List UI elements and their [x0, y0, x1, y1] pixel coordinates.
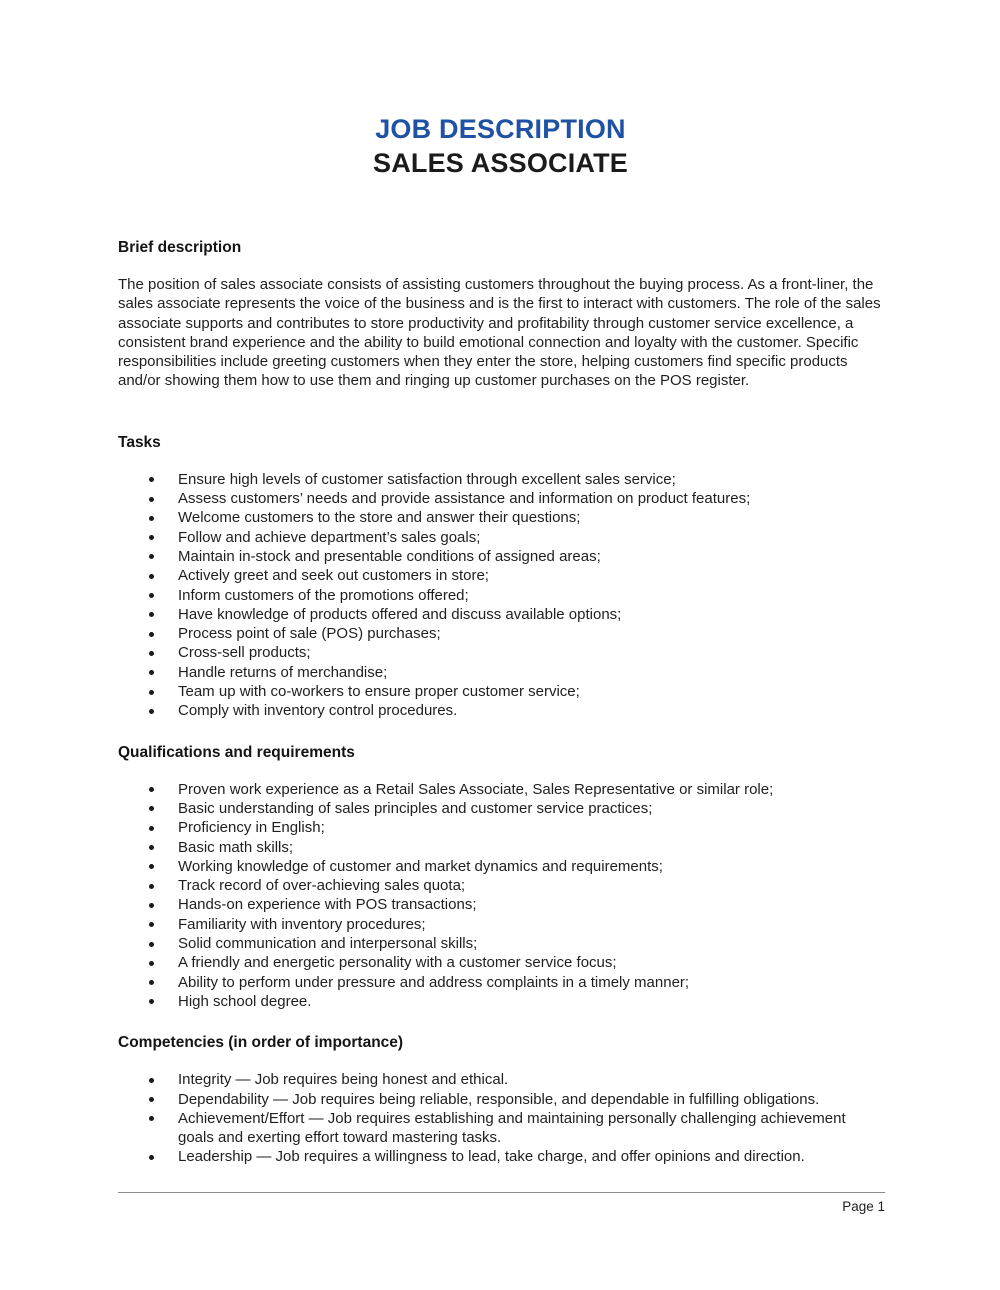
brief-description-paragraph: The position of sales associate consists of assisting customers throughout the buying process. As a front-liner, the sales associate represents the voice of the business and is the first to interact with customers. The role of the sales associate supports and contributes to store productivity and profitability through customer service excellence, a consistent brand experience and the ability to build emotional connection and loyalty with the customer. Specific responsibilities include greeting customers when they enter the store, helping customers find specific products and/or showing them how to use them and ringing up customer purchases on the POS register. — [118, 276, 881, 390]
list-item-text: Inform customers of the promotions offered; — [178, 586, 469, 604]
list-item — [118, 895, 883, 914]
list-item — [118, 682, 883, 701]
list-item-text: Ensure high levels of customer satisfaction through excellent sales service; — [178, 470, 676, 488]
list-item — [118, 876, 883, 895]
list-item — [118, 934, 883, 953]
list-item — [118, 780, 883, 799]
list-item — [118, 1147, 883, 1166]
list-item — [118, 818, 883, 837]
bullet-icon — [149, 922, 154, 927]
bullet-icon — [149, 497, 154, 502]
bullet-icon — [149, 961, 154, 966]
qualifications-list — [118, 780, 883, 1012]
list-item-text: Assess customers’ needs and provide assistance and information on product features; — [178, 490, 751, 508]
list-item-text: Leadership — Job requires a willingness to lead, take charge, and offer opinions and direction. — [178, 1148, 805, 1166]
bullet-icon — [149, 593, 154, 598]
list-item — [118, 992, 883, 1011]
title-block — [118, 112, 883, 180]
list-item — [118, 857, 883, 876]
bullet-icon — [149, 864, 154, 869]
bullet-icon — [149, 806, 154, 811]
bullet-icon — [149, 670, 154, 675]
list-item-text: Welcome customers to the store and answer their questions; — [178, 509, 581, 527]
competencies-list — [118, 1070, 883, 1166]
list-item-text: Follow and achieve department’s sales goals; — [178, 528, 481, 546]
list-item-text: Basic math skills; — [178, 838, 294, 856]
bullet-icon — [149, 690, 154, 695]
section-brief-description — [118, 238, 883, 391]
page-footer — [118, 1192, 885, 1215]
bullet-icon — [149, 612, 154, 617]
list-item — [118, 1109, 883, 1148]
list-item — [118, 508, 883, 527]
list-item — [118, 838, 883, 857]
list-item-text: Proven work experience as a Retail Sales Associate, Sales Representative or similar role; — [178, 780, 774, 798]
bullet-icon — [149, 999, 154, 1004]
list-item-text: Maintain in-stock and presentable conditions of assigned areas; — [178, 547, 601, 565]
bullet-icon — [149, 1097, 154, 1102]
section-competencies — [118, 1033, 883, 1166]
list-item — [118, 1070, 883, 1089]
list-item-text: Achievement/Effort — Job requires establishing and maintaining personally challenging achievement goals and exerting effort toward mastering tasks. — [178, 1109, 846, 1147]
list-item-text: High school degree. — [178, 992, 312, 1010]
list-item — [118, 643, 883, 662]
list-item — [118, 566, 883, 585]
bullet-icon — [149, 535, 154, 540]
bullet-icon — [149, 477, 154, 482]
bullet-icon — [149, 554, 154, 559]
list-item — [118, 915, 883, 934]
section-heading-brief-description: Brief description — [118, 239, 242, 256]
list-item-text: Integrity — Job requires being honest and ethical. — [178, 1071, 509, 1089]
section-heading-competencies: Competencies (in order of importance) — [118, 1034, 404, 1052]
list-item — [118, 528, 883, 547]
page-number: Page 1 — [842, 1199, 885, 1214]
bullet-icon — [149, 845, 154, 850]
bullet-icon — [149, 574, 154, 579]
section-tasks — [118, 433, 883, 721]
list-item-text: Process point of sale (POS) purchases; — [178, 625, 441, 643]
list-item — [118, 799, 883, 818]
bullet-icon — [149, 1155, 154, 1160]
list-item — [118, 470, 883, 489]
list-item-text: Comply with inventory control procedures. — [178, 702, 458, 720]
list-item-text: Familiarity with inventory procedures; — [178, 915, 426, 933]
list-item-text: Actively greet and seek out customers in store; — [178, 567, 489, 585]
list-item-text: Ability to perform under pressure and address complaints in a timely manner; — [178, 973, 690, 991]
list-item — [118, 973, 883, 992]
bullet-icon — [149, 884, 154, 889]
bullet-icon — [149, 651, 154, 656]
list-item-text: Team up with co-workers to ensure proper customer service; — [178, 683, 580, 701]
list-item-text: A friendly and energetic personality with a customer service focus; — [178, 954, 617, 972]
list-item-text: Track record of over-achieving sales quota; — [178, 877, 466, 895]
section-heading-tasks: Tasks — [118, 433, 161, 451]
bullet-icon — [149, 632, 154, 637]
bullet-icon — [149, 787, 154, 792]
bullet-icon — [149, 980, 154, 985]
list-item — [118, 547, 883, 566]
document-subtitle: SALES ASSOCIATE — [372, 148, 629, 178]
document-title: JOB DESCRIPTION — [375, 114, 626, 144]
list-item-text: Solid communication and interpersonal skills; — [178, 935, 478, 953]
list-item-text: Dependability — Job requires being reliable, responsible, and dependable in fulfilling obligations. — [178, 1090, 820, 1108]
bullet-icon — [149, 709, 154, 714]
list-item — [118, 701, 883, 720]
list-item-text: Have knowledge of products offered and discuss available options; — [178, 605, 622, 623]
list-item-text: Hands-on experience with POS transactions; — [178, 896, 477, 914]
bullet-icon — [149, 1078, 154, 1083]
list-item — [118, 1090, 883, 1109]
bullet-icon — [149, 1116, 154, 1121]
list-item — [118, 489, 883, 508]
bullet-icon — [149, 903, 154, 908]
bullet-icon — [149, 516, 154, 521]
bullet-icon — [149, 942, 154, 947]
section-qualifications — [118, 743, 883, 1012]
tasks-list — [118, 470, 883, 721]
list-item-text: Cross-sell products; — [178, 644, 311, 662]
list-item — [118, 605, 883, 624]
section-heading-qualifications: Qualifications and requirements — [118, 743, 355, 761]
list-item-text: Proficiency in English; — [178, 819, 325, 837]
bullet-icon — [149, 826, 154, 831]
list-item-text: Working knowledge of customer and market dynamics and requirements; — [178, 857, 663, 875]
list-item — [118, 586, 883, 605]
list-item-text: Basic understanding of sales principles and customer service practices; — [178, 799, 653, 817]
list-item — [118, 624, 883, 643]
list-item — [118, 663, 883, 682]
list-item-text: Handle returns of merchandise; — [178, 663, 388, 681]
list-item — [118, 953, 883, 972]
